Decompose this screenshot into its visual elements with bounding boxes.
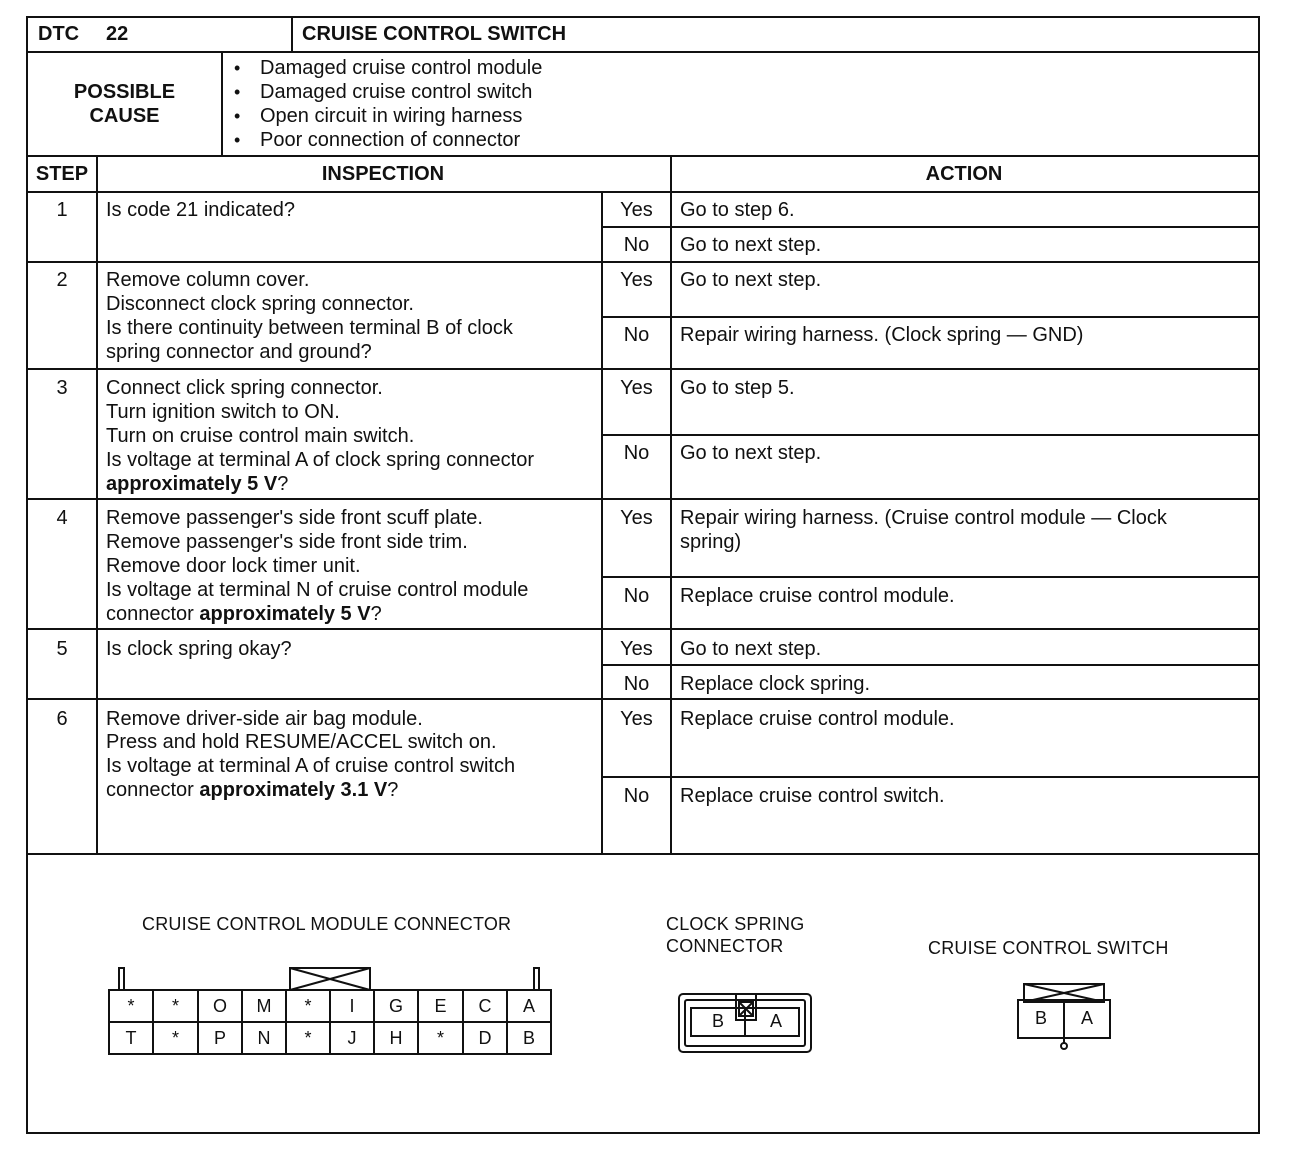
pin-label: P	[213, 1028, 226, 1048]
step-divider	[28, 628, 1258, 630]
answer-no: No	[623, 234, 650, 256]
step-number: 1	[56, 199, 68, 221]
pin-label: *	[304, 996, 312, 1016]
header-bottom-rule	[28, 51, 1258, 53]
answer-divider	[601, 316, 1258, 318]
inspection-line: Is voltage at terminal N of cruise control module	[106, 579, 529, 601]
inspection-line: Is code 21 indicated?	[106, 199, 296, 221]
answer-no: No	[623, 785, 650, 807]
inspection-line: Is voltage at terminal A of cruise control switch	[106, 755, 516, 777]
action-text: Repair wiring harness. (Clock spring — GND)	[680, 324, 1084, 346]
columns-bottom-rule	[28, 191, 1258, 193]
action-text: Repair wiring harness. (Cruise control module — Clock	[680, 507, 1167, 529]
action-text: Replace cruise control switch.	[680, 785, 945, 807]
cause-item: • Open circuit in wiring harness	[260, 104, 522, 128]
action-text: Go to step 6.	[680, 199, 795, 221]
cause-bottom-rule	[28, 155, 1258, 157]
inspection-line: Is there continuity between terminal B of clock	[106, 317, 513, 339]
col-inspection-header: INSPECTION	[321, 163, 445, 185]
inspection-tail: ?	[387, 779, 399, 801]
step-col-line	[96, 155, 98, 853]
module-connector	[106, 966, 556, 1058]
step-number: 6	[56, 708, 68, 730]
step-divider	[28, 698, 1258, 700]
header-divider	[291, 18, 293, 51]
pin-label: N	[257, 1028, 271, 1048]
answer-divider	[601, 776, 1258, 778]
action-col-line	[670, 155, 672, 853]
step-number: 4	[56, 507, 68, 529]
inspection-line: Turn on cruise control main switch.	[106, 425, 415, 447]
answer-no: No	[623, 324, 650, 346]
answer-yes: Yes	[620, 638, 653, 660]
step-number: 3	[56, 377, 68, 399]
pin-label: J	[347, 1028, 357, 1048]
answer-yes: Yes	[620, 269, 653, 291]
pin-label: A	[522, 996, 535, 1016]
answer-no: No	[623, 442, 650, 464]
answer-yes: Yes	[620, 708, 653, 730]
inspection-line: Is voltage at terminal A of clock spring connector	[106, 449, 534, 471]
action-text: Replace clock spring.	[680, 673, 871, 695]
action-text: spring)	[680, 531, 742, 553]
action-text: Go to step 5.	[680, 377, 795, 399]
step-number: 5	[56, 638, 68, 660]
pin-label: H	[389, 1028, 403, 1048]
action-text: Replace cruise control module.	[680, 585, 955, 607]
pin-label: D	[478, 1028, 492, 1048]
inspection-line: Remove passenger's side front side trim.	[106, 531, 468, 553]
inspection-line: Remove passenger's side front scuff plate.	[106, 507, 483, 529]
inspection-line	[106, 778, 398, 802]
pin-label: M	[256, 996, 272, 1016]
pin-label: *	[436, 1028, 444, 1048]
pin-label: B	[711, 1011, 724, 1031]
cruise-switch-title: CRUISE CONTROL SWITCH	[928, 938, 1169, 958]
answer-no: No	[623, 673, 650, 695]
pin-label: E	[434, 996, 447, 1016]
answer-divider	[601, 226, 1258, 228]
pin-label: *	[171, 996, 179, 1016]
clock-spring-title-2: CONNECTOR	[666, 936, 784, 956]
answer-divider	[601, 434, 1258, 436]
answer-divider	[601, 576, 1258, 578]
pin-label: *	[127, 996, 135, 1016]
possible-cause-label-2: CAUSE	[89, 105, 160, 127]
dtc-sheet	[26, 16, 1260, 1134]
answer-yes: Yes	[620, 199, 653, 221]
cause-item: • Damaged cruise control module	[260, 56, 542, 80]
table-bottom-rule	[28, 853, 1258, 855]
step-number: 2	[56, 269, 68, 291]
cause-item: • Poor connection of connector	[260, 128, 520, 152]
action-text: Replace cruise control module.	[680, 708, 955, 730]
pin-label: O	[212, 996, 227, 1016]
answer-yes: Yes	[620, 507, 653, 529]
col-action-header: ACTION	[925, 163, 1003, 185]
inspection-line: spring connector and ground?	[106, 341, 372, 363]
pin-label: *	[304, 1028, 312, 1048]
cause-item: • Damaged cruise control switch	[260, 80, 532, 104]
inspection-tail: ?	[370, 603, 382, 625]
action-text: Go to next step.	[680, 269, 822, 291]
inspection-line	[106, 472, 288, 496]
dtc-number: 22	[106, 23, 129, 45]
clock-spring-title-1: CLOCK SPRING	[666, 914, 805, 934]
possible-cause-label-1: POSSIBLE	[73, 81, 176, 103]
cruise-switch-connector	[1014, 980, 1114, 1054]
inspection-line: Press and hold RESUME/ACCEL switch on.	[106, 731, 497, 753]
inspection-bold-value: approximately 5 V	[106, 473, 278, 495]
col-step-header: STEP	[35, 163, 89, 185]
action-text: Go to next step.	[680, 234, 822, 256]
step-divider	[28, 261, 1258, 263]
step-divider	[28, 368, 1258, 370]
header-title: CRUISE CONTROL SWITCH	[302, 23, 567, 45]
action-text: Go to next step.	[680, 638, 822, 660]
inspection-line: Remove door lock timer unit.	[106, 555, 361, 577]
inspection-line: Disconnect clock spring connector.	[106, 293, 414, 315]
inspection-bold-value: approximately 5 V	[199, 603, 371, 625]
answer-yes: Yes	[620, 377, 653, 399]
clock-spring-connector	[676, 988, 816, 1058]
step-divider	[28, 498, 1258, 500]
cause-divider	[221, 51, 223, 155]
pin-label: B	[1034, 1008, 1047, 1028]
pin-label: B	[522, 1028, 535, 1048]
inspection-line: Is clock spring okay?	[106, 638, 292, 660]
inspection-bold-value: approximately 3.1 V	[199, 779, 388, 801]
inspection-line: Remove column cover.	[106, 269, 310, 291]
pin-label: I	[349, 996, 355, 1016]
pin-label: T	[125, 1028, 137, 1048]
inspection-line	[106, 602, 382, 626]
inspection-line: Turn ignition switch to ON.	[106, 401, 340, 423]
pin-label: G	[388, 996, 403, 1016]
inspection-tail: ?	[277, 473, 289, 495]
dtc-label: DTC	[38, 23, 80, 45]
pin-label: *	[171, 1028, 179, 1048]
inspection-prefix: connector	[106, 603, 200, 625]
answer-no: No	[623, 585, 650, 607]
action-text: Go to next step.	[680, 442, 822, 464]
inspection-line: Remove driver-side air bag module.	[106, 708, 423, 730]
pin-label: A	[1080, 1008, 1093, 1028]
pin-label: A	[769, 1011, 782, 1031]
inspection-prefix: connector	[106, 779, 200, 801]
inspection-line: Connect click spring connector.	[106, 377, 383, 399]
answer-divider	[601, 664, 1258, 666]
pin-label: C	[478, 996, 492, 1016]
module-connector-title: CRUISE CONTROL MODULE CONNECTOR	[142, 914, 512, 934]
